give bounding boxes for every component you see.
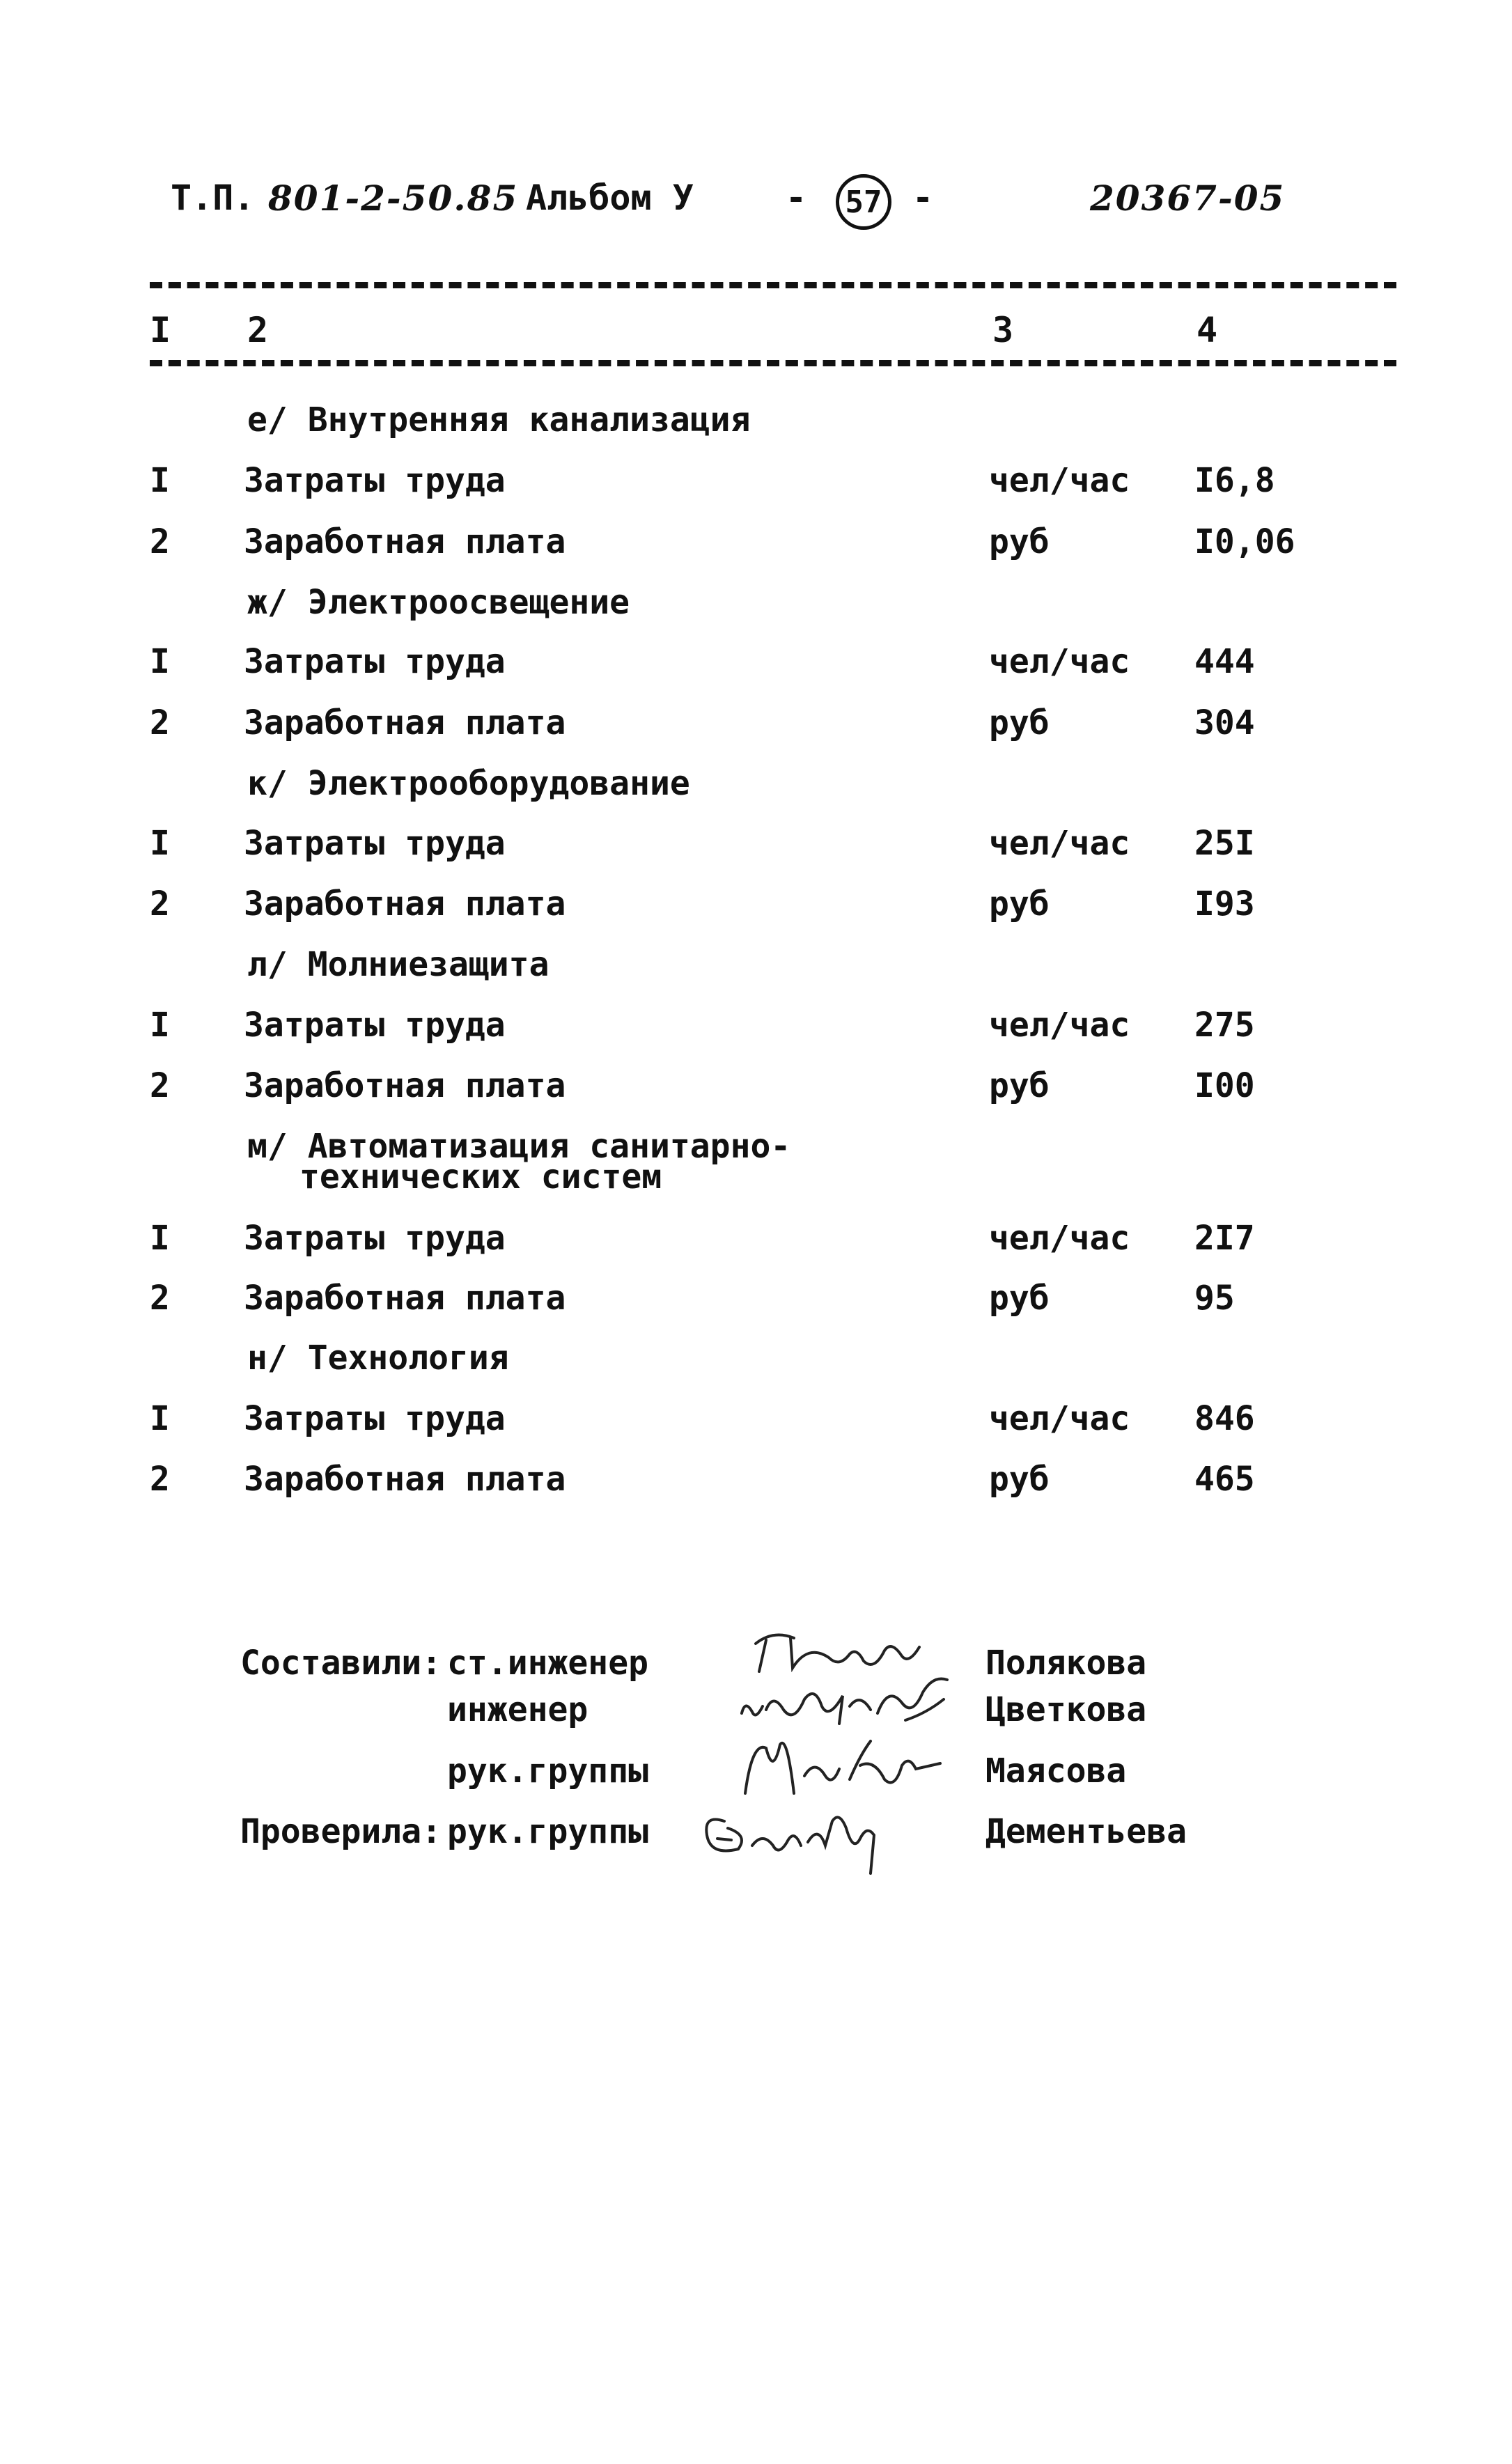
row-value: 95: [1194, 1279, 1235, 1318]
album-label: Альбом У: [526, 178, 694, 218]
signer-name: Маясова: [985, 1752, 1127, 1791]
section-title: е/ Внутренняя канализация: [247, 400, 751, 439]
row-value: I6,8: [1194, 461, 1275, 500]
row-value: I00: [1194, 1066, 1255, 1105]
row-value: 304: [1194, 703, 1255, 742]
row-name: Затраты труда: [244, 1219, 506, 1258]
signer-role: инженер: [447, 1690, 589, 1729]
column-header-4: 4: [1197, 310, 1218, 350]
signer-name: Полякова: [985, 1644, 1147, 1683]
checked-by-label: Проверила:: [240, 1812, 442, 1851]
row-name: Заработная плата: [244, 1279, 566, 1318]
page-number-badge: [836, 174, 891, 230]
row-value: 846: [1194, 1399, 1255, 1438]
compiled-by-label: Составили:: [240, 1644, 442, 1683]
dashed-rule-top: [150, 282, 1396, 288]
row-unit: чел/час: [989, 1219, 1130, 1258]
row-number: I: [150, 642, 170, 681]
page-dash-left: -: [786, 178, 807, 218]
row-unit: чел/час: [989, 642, 1130, 681]
row-value: 2I7: [1194, 1219, 1255, 1258]
signer-role: ст.инженер: [447, 1644, 648, 1683]
section-title-continuation: технических систем: [299, 1157, 662, 1196]
row-name: Затраты труда: [244, 461, 506, 500]
document-number: 20367-05: [1090, 178, 1286, 219]
row-value: 444: [1194, 642, 1255, 681]
row-unit: руб: [989, 703, 1050, 742]
section-title: к/ Электрооборудование: [247, 764, 690, 803]
dashed-rule-bottom: [150, 360, 1396, 366]
signature-dementyeva: [696, 1797, 891, 1883]
row-value: I0,06: [1194, 522, 1295, 561]
row-number: 2: [150, 1460, 170, 1499]
row-unit: руб: [989, 1066, 1050, 1105]
row-name: Заработная плата: [244, 884, 566, 923]
column-header-2: 2: [247, 310, 269, 350]
row-value: 25I: [1194, 824, 1255, 863]
row-name: Заработная плата: [244, 1460, 566, 1499]
row-name: Затраты труда: [244, 642, 506, 681]
row-unit: руб: [989, 884, 1050, 923]
row-name: Затраты труда: [244, 1399, 506, 1438]
row-name: Затраты труда: [244, 824, 506, 863]
page-dash-right: -: [912, 178, 934, 218]
header-prefix: Т.П.: [171, 178, 255, 218]
section-title: н/ Технология: [247, 1339, 509, 1378]
page-number: 57: [845, 184, 882, 220]
row-number: I: [150, 1219, 170, 1258]
row-value: I93: [1194, 884, 1255, 923]
signature-mayasova: [738, 1727, 947, 1807]
row-unit: чел/час: [989, 461, 1130, 500]
row-value: 465: [1194, 1460, 1255, 1499]
row-unit: чел/час: [989, 1399, 1130, 1438]
row-name: Заработная плата: [244, 522, 566, 561]
section-title: л/ Молниезащита: [247, 945, 550, 984]
row-unit: чел/час: [989, 824, 1130, 863]
row-unit: руб: [989, 1279, 1050, 1318]
project-code: 801-2-50.85: [268, 178, 519, 219]
row-number: 2: [150, 884, 170, 923]
row-number: 2: [150, 1279, 170, 1318]
column-header-1: I: [150, 310, 171, 350]
signer-name: Дементьева: [985, 1812, 1187, 1851]
row-name: Заработная плата: [244, 703, 566, 742]
row-unit: чел/час: [989, 1006, 1130, 1045]
signer-role: рук.группы: [447, 1752, 648, 1791]
section-title: ж/ Электроосвещение: [247, 583, 630, 622]
row-unit: руб: [989, 522, 1050, 561]
row-number: I: [150, 824, 170, 863]
row-number: I: [150, 1006, 170, 1045]
row-number: 2: [150, 703, 170, 742]
signer-role: рук.группы: [447, 1812, 648, 1851]
row-name: Заработная плата: [244, 1066, 566, 1105]
row-value: 275: [1194, 1006, 1255, 1045]
row-unit: руб: [989, 1460, 1050, 1499]
section-title: м/ Автоматизация санитарно-: [247, 1127, 791, 1166]
column-header-3: 3: [992, 310, 1014, 350]
row-number: I: [150, 461, 170, 500]
row-number: 2: [150, 1066, 170, 1105]
row-number: 2: [150, 522, 170, 561]
row-number: I: [150, 1399, 170, 1438]
signer-name: Цветкова: [985, 1690, 1147, 1729]
row-name: Затраты труда: [244, 1006, 506, 1045]
